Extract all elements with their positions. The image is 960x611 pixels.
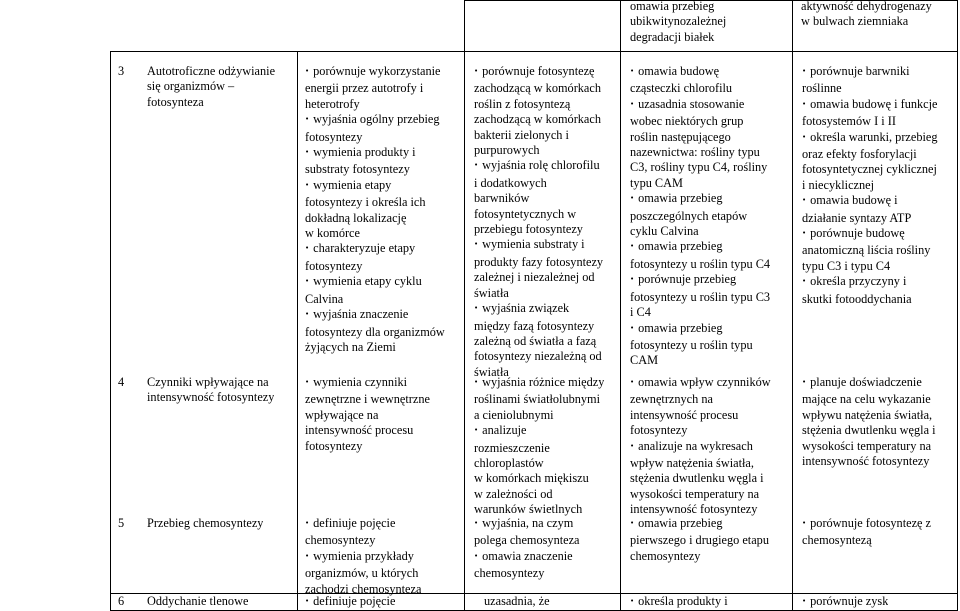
text-line: oraz efekty fosforylacji xyxy=(802,147,917,162)
text-line: fotosyntezy xyxy=(630,423,688,438)
text-line: dokładną lokalizację xyxy=(305,210,407,225)
text-line: energii przez autotrofy i xyxy=(305,81,424,96)
text-line: fotosyntezy dla organizmów xyxy=(305,324,445,339)
text-line: fotosynteza xyxy=(147,94,204,109)
bullet-item: • omawia znaczenie xyxy=(474,549,580,566)
bullet-item: • omawia budowę i funkcje xyxy=(802,97,938,114)
bullet-item: • wyjaśnia znaczenie xyxy=(305,307,445,324)
bullet-item: • omawia przebieg xyxy=(630,239,770,256)
text-line: poszczególnych etapów xyxy=(630,208,748,223)
requirements-col3 xyxy=(484,594,550,609)
bullet-item: • omawia wpływ czynników xyxy=(630,375,771,392)
bullet-item: • porównuje zysk xyxy=(802,594,888,611)
bullet-item: • określa warunki, przebieg xyxy=(802,130,938,147)
text-line: cząsteczki chlorofilu xyxy=(630,81,733,96)
text-line: wpływ natężenia światła, xyxy=(630,456,754,471)
bullet-item: • określa produkty i xyxy=(630,594,728,611)
row-topic xyxy=(147,594,248,609)
text-line: żyjących na Ziemi xyxy=(305,339,396,354)
text-line: uzasadnia, że xyxy=(484,594,550,608)
text-line: mające na celu wykazanie xyxy=(802,392,931,407)
text-line: roślin z fotosyntezą xyxy=(474,96,571,111)
text-line: zależną od światła a fazą xyxy=(474,333,597,348)
text-line: roślin następującego xyxy=(630,129,731,144)
bullet-item: • porównuje budowę xyxy=(802,226,938,243)
row-topic xyxy=(147,516,263,531)
text-line: polega chemosynteza xyxy=(474,533,580,548)
text-line: zależnej i niezależnej od xyxy=(474,270,595,285)
text-line: Oddychanie tlenowe xyxy=(147,594,249,608)
text-line: chemosyntezy xyxy=(474,566,545,581)
bullet-item: • uzasadnia stosowanie xyxy=(630,97,770,114)
text-line: intensywność fotosyntezy xyxy=(147,390,275,405)
text-line: produkty fazy fotosyntezy xyxy=(474,254,604,269)
bullet-item: • porównuje przebieg xyxy=(630,272,770,289)
bullet-item: • określa przyczyny i xyxy=(802,274,938,291)
text-line: się organizmów – xyxy=(147,79,235,94)
text-line: stężenia dwutlenku węgla i xyxy=(630,471,764,486)
text-line: działanie syntazy ATP xyxy=(802,210,912,225)
text-line: w komórce xyxy=(305,226,360,241)
requirements-col2 xyxy=(305,375,430,454)
text-line: purpurowych xyxy=(474,143,540,158)
bullet-item: • omawia przebieg xyxy=(630,191,770,208)
text-line: chemosyntezy xyxy=(305,533,376,548)
requirements-col5 xyxy=(802,64,938,307)
text-line: wysokości temperatury na xyxy=(802,438,932,453)
header-col6 xyxy=(801,0,932,30)
text-line: fotosyntezy niezależną od xyxy=(474,349,602,364)
text-line: rozmieszczenie xyxy=(474,440,550,455)
table-border-right xyxy=(957,0,958,611)
row-number: 5 xyxy=(118,516,125,530)
text-line: wpływu natężenia światła, xyxy=(802,407,933,422)
bullet-item: • analizuje xyxy=(474,423,604,440)
text-line: fotosyntetycznych w xyxy=(474,206,577,221)
text-line: heterotrofy xyxy=(305,96,360,111)
text-line: intensywność fotosyntezy xyxy=(802,454,930,469)
text-line: typu CAM xyxy=(630,175,683,190)
row-topic xyxy=(147,64,275,110)
text-line: barwników xyxy=(474,191,530,206)
bullet-item: • omawia przebieg xyxy=(630,516,769,533)
text-line: nazewnictwa: rośliny typu xyxy=(630,145,760,160)
requirements-col3 xyxy=(474,375,604,518)
text-line: i dodatkowych xyxy=(474,175,547,190)
text-line: chemosyntezą xyxy=(802,533,872,548)
text-line: w bulwach ziemniaka xyxy=(801,14,909,29)
text-line: fotosyntezy u roślin typu xyxy=(630,337,753,352)
text-line: wobec niektórych grup xyxy=(630,114,744,129)
text-line: fotosyntetycznej cyklicznej xyxy=(802,162,937,177)
text-line: roślinami światłolubnymi xyxy=(474,392,601,407)
bullet-item: • omawia przebieg xyxy=(630,321,770,338)
text-line: intensywność procesu xyxy=(305,423,414,438)
column-divider xyxy=(792,0,793,611)
bullet-item: • wymienia przykłady xyxy=(305,549,421,566)
text-line: chemosyntezy xyxy=(630,548,701,563)
requirements-col3 xyxy=(474,64,603,380)
text-line: skutki fotooddychania xyxy=(802,291,912,306)
text-line: Calvina xyxy=(305,291,344,306)
text-line: warunków świetlnych xyxy=(474,502,583,517)
text-line: i niecyklicznej xyxy=(802,177,875,192)
text-line: wysokości temperatury na xyxy=(630,486,760,501)
column-divider xyxy=(297,51,298,611)
bullet-item: • wymienia substraty i xyxy=(474,237,603,254)
text-line: substraty fotosyntezy xyxy=(305,162,410,177)
text-line: w zależności od xyxy=(474,486,553,501)
text-line: zachodzącą w komórkach xyxy=(474,81,601,96)
requirements-col4 xyxy=(630,375,771,518)
text-line: fotosyntezy xyxy=(305,438,363,453)
table-border-left xyxy=(110,51,111,611)
bullet-item: • porównuje wykorzystanie xyxy=(305,64,445,81)
requirements-col5 xyxy=(802,516,931,549)
text-line: fotosyntezy xyxy=(305,258,363,273)
bullet-item: • definiuje pojęcie xyxy=(305,516,421,533)
bullet-item: • wymienia etapy cyklu xyxy=(305,274,445,291)
text-line: typu C3 i typu C4 xyxy=(802,258,891,273)
row-number: 3 xyxy=(118,64,125,78)
text-line: Przebieg chemosyntezy xyxy=(147,516,264,530)
bullet-item: • omawia budowę xyxy=(630,64,770,81)
row-topic xyxy=(147,375,274,406)
text-line: CAM xyxy=(630,353,659,368)
text-line: aktywność dehydrogenazy xyxy=(801,0,932,13)
bullet-item: • wyjaśnia, na czym xyxy=(474,516,580,533)
row-number: 4 xyxy=(118,375,125,389)
text-line: ubikwitynozależnej xyxy=(630,14,727,29)
row-number: 6 xyxy=(118,594,125,608)
text-line: przebiegu fotosyntezy xyxy=(474,222,583,237)
text-line: anatomiczną liścia rośliny xyxy=(802,243,931,258)
text-line: C3, rośliny typu C4, rośliny xyxy=(630,160,768,175)
requirements-col5 xyxy=(802,594,888,611)
text-line: intensywność fotosyntezy xyxy=(630,502,758,517)
text-line: bakterii zielonych i xyxy=(474,127,569,142)
text-line: światła xyxy=(474,364,509,379)
row-divider xyxy=(110,51,958,52)
column-divider xyxy=(620,0,621,611)
text-line: fotosystemów I i II xyxy=(802,114,896,129)
text-line: organizmów, u których xyxy=(305,566,419,581)
text-line: Autotroficzne odżywianie xyxy=(147,64,276,78)
requirements-col4 xyxy=(630,64,770,369)
text-line: zachodzącą w komórkach xyxy=(474,112,601,127)
requirements-col2 xyxy=(305,516,421,597)
text-line: roślinne xyxy=(802,81,842,96)
text-line: fotosyntezy i określa ich xyxy=(305,195,426,210)
text-line: chloroplastów xyxy=(474,456,544,471)
bullet-item: • wyjaśnia związek xyxy=(474,301,603,318)
text-line: fotosyntezy xyxy=(305,129,363,144)
bullet-item: • analizuje na wykresach xyxy=(630,439,771,456)
bullet-item: • definiuje pojęcie xyxy=(305,594,395,611)
requirements-col2 xyxy=(305,64,445,355)
text-line: w komórkach miękiszu xyxy=(474,471,589,486)
bullet-item: • wymienia produkty i xyxy=(305,145,445,162)
column-divider xyxy=(464,0,465,611)
bullet-item: • wyjaśnia rolę chlorofilu xyxy=(474,158,603,175)
text-line: zachodzi chemosynteza xyxy=(305,581,422,596)
bullet-item: • omawia budowę i xyxy=(802,193,938,210)
text-line: pierwszego i drugiego etapu xyxy=(630,533,769,548)
requirements-col5 xyxy=(802,375,936,469)
bullet-item: • charakteryzuje etapy xyxy=(305,241,445,258)
requirements-col4 xyxy=(630,516,769,564)
text-line: fotosyntezy u roślin typu C4 xyxy=(630,256,771,271)
text-line: i C4 xyxy=(630,305,651,320)
text-line: omawia przebieg xyxy=(630,0,715,13)
text-line: degradacji białek xyxy=(630,29,715,44)
header-col5 xyxy=(630,0,726,45)
text-line: zewnętrzne i wewnętrzne xyxy=(305,392,430,407)
text-line: a cieniolubnymi xyxy=(474,407,554,422)
text-line: stężenia dwutlenku węgla i xyxy=(802,423,936,438)
bullet-item: • wyjaśnia różnice między xyxy=(474,375,604,392)
requirements-col4 xyxy=(630,594,728,611)
bullet-item: • planuje doświadczenie xyxy=(802,375,936,392)
requirements-col3 xyxy=(474,516,580,582)
bullet-item: • wymienia czynniki xyxy=(305,375,430,392)
bullet-item: • porównuje fotosyntezę z xyxy=(802,516,931,533)
text-line: fotosyntezy u roślin typu C3 xyxy=(630,289,771,304)
text-line: zewnętrznych na xyxy=(630,392,713,407)
bullet-item: • wymienia etapy xyxy=(305,178,445,195)
text-line: między fazą fotosyntezy xyxy=(474,318,595,333)
bullet-item: • porównuje fotosyntezę xyxy=(474,64,603,81)
text-line: intensywność procesu xyxy=(630,407,739,422)
text-line: wpływające na xyxy=(305,407,379,422)
bullet-item: • wyjaśnia ogólny przebieg xyxy=(305,112,445,129)
bullet-item: • porównuje barwniki xyxy=(802,64,938,81)
requirements-col2 xyxy=(305,594,395,611)
text-line: Czynniki wpływające na xyxy=(147,375,269,389)
text-line: światła xyxy=(474,285,509,300)
text-line: cyklu Calvina xyxy=(630,224,699,239)
